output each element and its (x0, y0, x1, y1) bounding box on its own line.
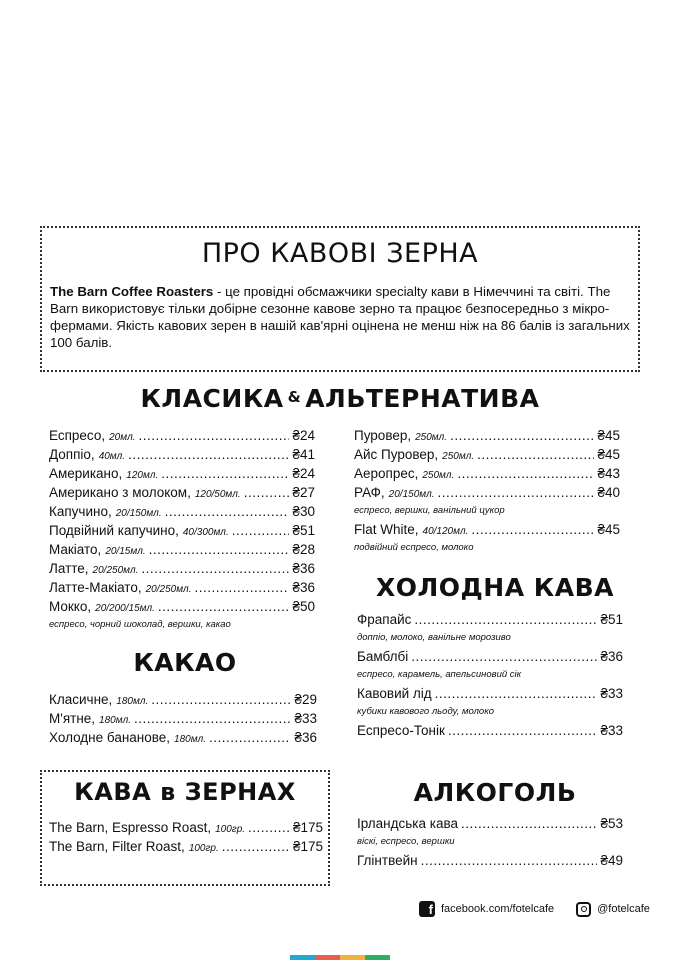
item-price: ₴45 (597, 447, 620, 462)
item-price: ₴50 (292, 599, 315, 614)
item-volume: 20/15мл. (105, 546, 146, 557)
menu-item (49, 579, 315, 598)
menu-item (49, 541, 315, 560)
item-volume: 20/250мл. (145, 584, 192, 595)
item-price: ₴40 (597, 485, 620, 500)
item-description: подвійний еспресо, молоко (354, 542, 474, 553)
dot-leader (151, 691, 291, 709)
item-price: ₴36 (294, 730, 317, 745)
dot-leader (450, 427, 594, 445)
color-bar (290, 955, 390, 960)
item-volume: 250мл. (442, 451, 475, 462)
menu-item (357, 685, 623, 704)
dot-leader (421, 852, 598, 870)
dot-leader (209, 729, 291, 747)
dot-leader (435, 685, 598, 703)
item-name: Класичне, (49, 692, 113, 707)
item-name: Бамблбі (357, 649, 409, 664)
item-price: ₴33 (294, 711, 317, 726)
dot-leader (471, 521, 594, 539)
item-volume: 20/150мл. (388, 489, 435, 500)
item-volume: 20мл. (109, 432, 136, 443)
menu-item (49, 465, 315, 484)
color-bar-segment (315, 955, 340, 960)
alcohol-title: АЛКОГОЛЬ (413, 778, 577, 807)
dot-leader (232, 522, 290, 540)
menu-item (357, 611, 623, 630)
dot-leader (448, 722, 598, 740)
item-volume: 180мл. (174, 734, 207, 745)
item-price: ₴175 (292, 820, 323, 835)
dot-leader (457, 465, 594, 483)
dot-leader (134, 710, 291, 728)
item-price: ₴45 (597, 428, 620, 443)
item-name: Холодне бананове, (49, 730, 171, 745)
cacao-list (49, 691, 317, 748)
dot-leader (141, 560, 289, 578)
menu-item (49, 522, 315, 541)
beans-list (49, 819, 323, 857)
item-name: Кавовий лід (357, 686, 432, 701)
item-price: ₴33 (600, 686, 623, 701)
item-price: ₴30 (292, 504, 315, 519)
item-name: Подвійний капучино, (49, 523, 179, 538)
item-name: Еспресо, (49, 428, 106, 443)
item-name: Латте-Макіато, (49, 580, 142, 595)
beans-title: КАВА в ЗЕРНАХ (74, 778, 296, 806)
dot-leader (411, 648, 597, 666)
item-volume: 40/300мл. (182, 527, 229, 538)
dot-leader (477, 446, 594, 464)
dot-leader (158, 598, 290, 616)
item-volume: 250мл. (415, 432, 448, 443)
dot-leader (248, 819, 290, 837)
menu-item (49, 691, 317, 710)
dot-leader (139, 427, 290, 445)
instagram-icon (576, 902, 591, 917)
item-price: ₴36 (292, 561, 315, 576)
item-volume: 180мл. (116, 696, 149, 707)
item-price: ₴24 (292, 428, 315, 443)
menu-item (49, 503, 315, 522)
item-volume: 100гр. (188, 843, 219, 854)
menu-item (357, 852, 623, 871)
item-name: Американо, (49, 466, 123, 481)
dot-leader (222, 838, 290, 856)
item-volume: 180мл. (99, 715, 131, 726)
item-volume: 120/50мл. (194, 489, 241, 500)
item-name: Латте, (49, 561, 89, 576)
dot-leader (414, 611, 597, 629)
classic-title (40, 384, 640, 413)
menu-item (49, 427, 315, 446)
item-name: Айс Пуровер, (354, 447, 439, 462)
item-name: РАФ, (354, 485, 385, 500)
menu-item (49, 710, 317, 729)
menu-item (49, 819, 323, 838)
classic-left-list (49, 427, 315, 635)
menu-item (354, 521, 620, 540)
menu-item (49, 838, 323, 857)
menu-item (357, 815, 623, 834)
cold-list (357, 611, 623, 741)
instagram-link[interactable]: @fotelcafe (597, 903, 650, 915)
item-name: Доппіо, (49, 447, 95, 462)
item-description: віскі, еспресо, вершки (357, 836, 455, 847)
item-name: Фрапайс (357, 612, 412, 627)
item-price: ₴41 (292, 447, 315, 462)
menu-item (357, 722, 623, 741)
menu-item (354, 465, 620, 484)
menu-item (49, 446, 315, 465)
dot-leader (194, 579, 289, 597)
item-price: ₴28 (292, 542, 315, 557)
about-text (50, 283, 630, 351)
item-price: ₴33 (600, 723, 623, 738)
dot-leader (149, 541, 290, 559)
item-name: Flat White, (354, 522, 419, 537)
item-name: The Barn, Filter Roast, (49, 839, 185, 854)
item-price: ₴24 (292, 466, 315, 481)
dot-leader (244, 484, 290, 502)
alcohol-list (357, 815, 623, 871)
item-name: Пуровер, (354, 428, 412, 443)
item-name: Еспресо-Тонік (357, 723, 445, 738)
item-price: ₴51 (600, 612, 623, 627)
menu-item (49, 598, 315, 617)
item-volume: 250мл. (422, 470, 455, 481)
classic-title-amp: & (287, 388, 302, 406)
item-price: ₴45 (597, 522, 620, 537)
item-volume: 40/120мл. (422, 526, 469, 537)
item-name: Макіато, (49, 542, 102, 557)
classic-title-right: АЛЬТЕРНАТИВА (305, 384, 540, 413)
about-brand: The Barn Coffee Roasters (50, 284, 214, 299)
item-name: Ірландська кава (357, 816, 458, 831)
about-body: - це провідні обсмажчики specialty кави в Німеччині та світі. The Barn використовує тільки добірне сезонне кавове зерно та працює безпосередньо з мікро-фермами. Якість кавових зерен в нашій кав'ярні оцінена не менш ніж на 86 балів із загальних 100 балів. (50, 284, 630, 350)
item-name: Капучино, (49, 504, 112, 519)
item-price: ₴27 (292, 485, 315, 500)
item-name: Глінтвейн (357, 853, 418, 868)
item-volume: 20/150мл. (115, 508, 162, 519)
facebook-icon: f (419, 901, 435, 917)
classic-right-list (354, 427, 620, 558)
color-bar-segment (365, 955, 390, 960)
item-price: ₴43 (597, 466, 620, 481)
item-price: ₴36 (292, 580, 315, 595)
item-price: ₴29 (294, 692, 317, 707)
menu-item (49, 560, 315, 579)
item-price: ₴36 (600, 649, 623, 664)
item-name: Аеропрес, (354, 466, 419, 481)
item-name: The Barn, Espresso Roast, (49, 820, 212, 835)
menu-item (354, 427, 620, 446)
item-price: ₴51 (292, 523, 315, 538)
facebook-link[interactable]: facebook.com/fotelcafe (441, 903, 555, 915)
item-volume: 20/200/15мл. (95, 603, 155, 614)
dot-leader (165, 503, 290, 521)
menu-item (49, 729, 317, 748)
item-name: М'ятне, (49, 711, 96, 726)
item-description: кубики кавового льоду, молоко (357, 706, 494, 717)
dot-leader (461, 815, 597, 833)
about-section (40, 226, 640, 372)
item-volume: 40мл. (98, 451, 126, 462)
item-volume: 100гр. (215, 824, 246, 835)
item-description: еспресо, карамель, апельсиновий сік (357, 669, 522, 680)
color-bar-segment (340, 955, 365, 960)
item-name: Американо з молоком, (49, 485, 191, 500)
item-volume: 20/250мл. (92, 565, 139, 576)
classic-title-left: КЛАСИКА (140, 384, 284, 413)
item-description: доппіо, молоко, ванільне морозиво (357, 632, 511, 643)
social-links (419, 901, 650, 917)
item-description: еспресо, вершки, ванільний цукор (354, 505, 505, 516)
menu-item (49, 484, 315, 503)
item-price: ₴49 (600, 853, 623, 868)
item-description: еспресо, чорний шоколад, вершки, какао (49, 619, 231, 630)
dot-leader (161, 465, 289, 483)
menu-item (354, 484, 620, 503)
item-price: ₴53 (600, 816, 623, 831)
item-price: ₴175 (292, 839, 323, 854)
about-title: ПРО КАВОВІ ЗЕРНА (201, 238, 479, 269)
dot-leader (128, 446, 289, 464)
menu-item (357, 648, 623, 667)
menu-item (354, 446, 620, 465)
cacao-title: КАКАО (133, 648, 237, 677)
color-bar-segment (290, 955, 315, 960)
dot-leader (438, 484, 595, 502)
item-volume: 120мл. (126, 470, 159, 481)
item-name: Мокко, (49, 599, 92, 614)
cold-title: ХОЛОДНА КАВА (376, 573, 614, 602)
